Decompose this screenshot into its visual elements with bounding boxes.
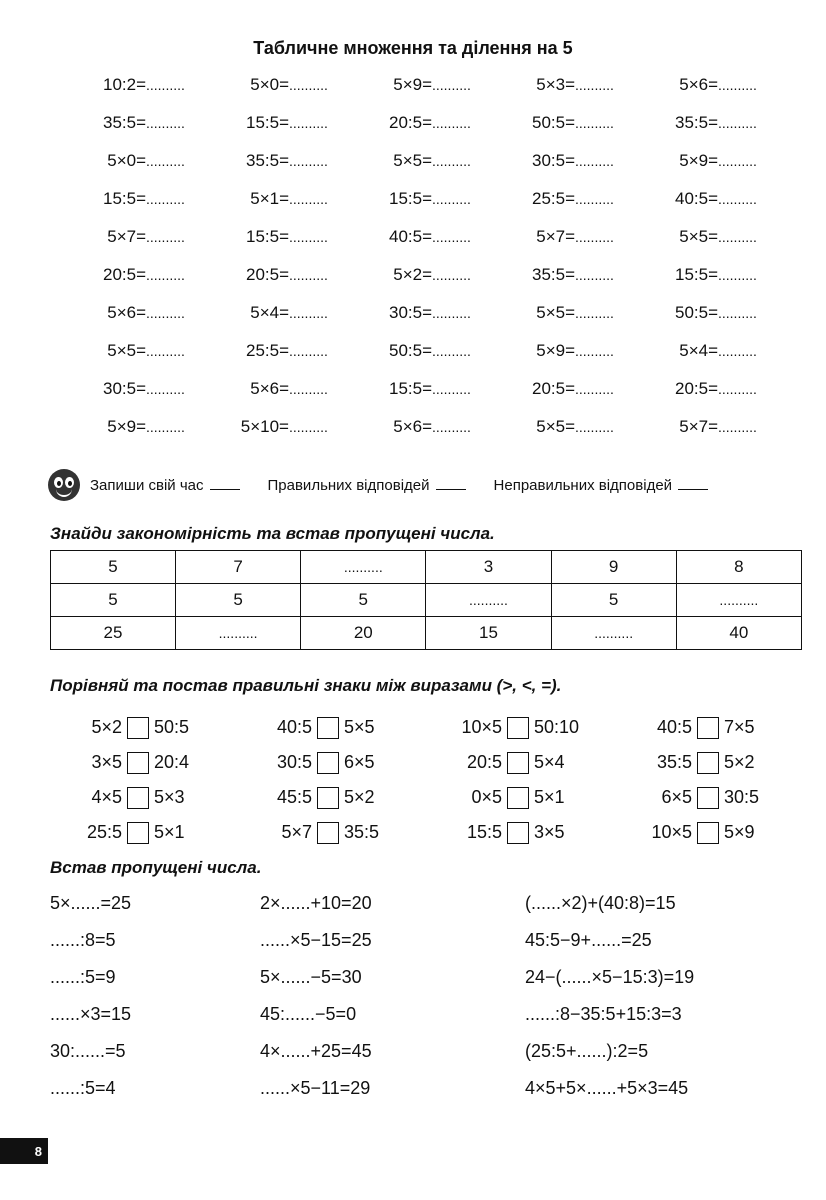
answer-blank[interactable]: ..........: [575, 229, 614, 245]
pattern-cell: 15: [426, 617, 551, 650]
answer-blank[interactable]: ..........: [432, 343, 471, 359]
compare-left: 45:5: [276, 787, 312, 807]
sign-box[interactable]: [127, 717, 149, 739]
compare-item: [620, 710, 810, 745]
answer-blank[interactable]: ..........: [575, 153, 614, 169]
drill-expression: 5×9=: [393, 75, 432, 94]
sign-box[interactable]: [127, 822, 149, 844]
drill-expression: 15:5=: [245, 227, 289, 246]
compare-left: 10×5: [461, 717, 502, 737]
compare-left: 10×5: [651, 822, 692, 842]
answer-blank[interactable]: ..........: [289, 267, 328, 283]
compare-right: 5×3: [154, 787, 185, 807]
compare-item: [430, 710, 620, 745]
page-title: Табличне множення та ділення на 5: [253, 38, 573, 58]
timer-row: [48, 468, 808, 502]
drill-expression: 40:5=: [674, 189, 718, 208]
answer-blank[interactable]: ..........: [575, 419, 614, 435]
fill-item[interactable]: (25:5+......):2=5: [525, 1041, 649, 1061]
drill-expression: 10:2=: [102, 75, 146, 94]
wrong-field[interactable]: [494, 477, 709, 494]
answer-blank[interactable]: ..........: [432, 115, 471, 131]
drill-expression: 30:5=: [531, 151, 575, 170]
answer-blank[interactable]: ..........: [289, 343, 328, 359]
pattern-table: [50, 550, 802, 650]
compare-item: [50, 780, 240, 815]
compare-right: 5×2: [344, 787, 375, 807]
answer-blank[interactable]: ..........: [146, 267, 185, 283]
drill-expression: 5×5=: [536, 303, 575, 322]
fill-heading: Встав пропущені числа.: [50, 858, 262, 877]
drill-expression: 5×9=: [679, 151, 718, 170]
wrong-label: Неправильних відповідей: [493, 476, 673, 494]
drill-item[interactable]: [88, 108, 231, 146]
sign-box[interactable]: [697, 822, 719, 844]
compare-right: 5×1: [534, 787, 565, 807]
compare-item: [50, 815, 240, 850]
compare-left: 6×5: [661, 787, 692, 807]
answer-blank[interactable]: ..........: [718, 115, 757, 131]
fill-item[interactable]: 45:5−9+......=25: [525, 930, 652, 950]
answer-blank[interactable]: ..........: [432, 419, 471, 435]
compare-left: 5×7: [281, 822, 312, 842]
compare-item: [620, 745, 810, 780]
compare-item: [620, 780, 810, 815]
drill-expression: 20:5=: [531, 379, 575, 398]
pattern-cell: 5: [301, 584, 426, 617]
drill-expression: 35:5=: [245, 151, 289, 170]
drill-item[interactable]: [517, 412, 660, 450]
drill-expression: 5×2=: [393, 265, 432, 284]
pattern-cell[interactable]: ..........: [426, 584, 551, 617]
fill-item[interactable]: 4×5+5×......+5×3=45: [525, 1078, 689, 1098]
drill-expression: 5×7=: [679, 417, 718, 436]
drill-expression: 15:5=: [674, 265, 718, 284]
fill-item[interactable]: 5×......−5=30: [260, 967, 362, 987]
fill-grid: [50, 888, 810, 1110]
drill-expression: 5×1=: [250, 189, 289, 208]
drill-item[interactable]: [517, 108, 660, 146]
sign-box[interactable]: [507, 752, 529, 774]
drill-item[interactable]: [374, 146, 517, 184]
compare-item: [430, 815, 620, 850]
drill-item[interactable]: [517, 70, 660, 108]
drill-item[interactable]: [374, 336, 517, 374]
drill-expression: 15:5=: [388, 379, 432, 398]
compare-right: 5×1: [154, 822, 185, 842]
answer-blank[interactable]: ..........: [289, 191, 328, 207]
compare-heading: Порівняй та постав правильні знаки між виразами (>, <, =).: [50, 676, 562, 695]
sign-box[interactable]: [317, 717, 339, 739]
pattern-cell: 40: [676, 617, 801, 650]
pattern-row: [51, 584, 802, 617]
drill-item[interactable]: [231, 70, 374, 108]
drill-item[interactable]: [231, 146, 374, 184]
fill-item[interactable]: 2×......+10=20: [260, 893, 372, 913]
pattern-cell: 5: [176, 584, 301, 617]
compare-item: [240, 710, 430, 745]
drill-expression: 20:5=: [102, 265, 146, 284]
compare-right: 5×2: [724, 752, 755, 772]
drill-expression: 25:5=: [531, 189, 575, 208]
drill-expression: 5×6=: [250, 379, 289, 398]
answer-blank[interactable]: ..........: [146, 343, 185, 359]
drill-expression: 15:5=: [245, 113, 289, 132]
drill-item[interactable]: [374, 260, 517, 298]
correct-field[interactable]: [268, 477, 466, 494]
compare-item: [430, 745, 620, 780]
answer-blank[interactable]: ..........: [718, 229, 757, 245]
drill-expression: 5×6=: [393, 417, 432, 436]
pattern-cell: 3: [426, 551, 551, 584]
compare-left: 35:5: [656, 752, 692, 772]
drill-item[interactable]: [660, 412, 803, 450]
sign-box[interactable]: [127, 752, 149, 774]
sign-box[interactable]: [317, 822, 339, 844]
drill-item[interactable]: [231, 374, 374, 412]
page-number: 8: [0, 1138, 48, 1164]
drill-item[interactable]: [88, 260, 231, 298]
answer-blank[interactable]: ..........: [146, 77, 185, 93]
answer-blank[interactable]: ..........: [289, 153, 328, 169]
drill-item[interactable]: [660, 260, 803, 298]
fill-item[interactable]: ......:5=9: [50, 967, 116, 987]
fill-item[interactable]: 30:......=5: [50, 1041, 126, 1061]
drill-expression: 30:5=: [388, 303, 432, 322]
drill-item[interactable]: [88, 146, 231, 184]
drill-item[interactable]: [374, 374, 517, 412]
drill-item[interactable]: [374, 70, 517, 108]
compare-right: 3×5: [534, 822, 565, 842]
compare-item: [50, 745, 240, 780]
pattern-cell: 20: [301, 617, 426, 650]
pattern-cell[interactable]: ..........: [176, 617, 301, 650]
compare-right: 50:10: [534, 717, 580, 737]
compare-right: 35:5: [344, 822, 380, 842]
drill-expression: 20:5=: [674, 379, 718, 398]
drill-expression: 5×6=: [679, 75, 718, 94]
answer-blank[interactable]: ..........: [146, 191, 185, 207]
drill-expression: 5×7=: [107, 227, 146, 246]
fill-item[interactable]: 5×......=25: [50, 893, 132, 913]
drill-expression: 15:5=: [388, 189, 432, 208]
sign-box[interactable]: [317, 752, 339, 774]
answer-blank[interactable]: ..........: [289, 419, 328, 435]
drill-item[interactable]: [231, 336, 374, 374]
answer-blank[interactable]: ..........: [718, 381, 757, 397]
pattern-row: [51, 617, 802, 650]
drill-item[interactable]: [517, 260, 660, 298]
sign-box[interactable]: [507, 787, 529, 809]
smiley-face-icon: [48, 469, 80, 501]
time-label: Запиши свій час: [90, 476, 204, 494]
compare-item: [50, 710, 240, 745]
compare-right: 20:4: [154, 752, 190, 772]
sign-box[interactable]: [697, 717, 719, 739]
compare-left: 5×2: [91, 717, 122, 737]
drill-item[interactable]: [88, 336, 231, 374]
compare-left: 25:5: [86, 822, 122, 842]
answer-blank[interactable]: ..........: [146, 381, 185, 397]
sign-box[interactable]: [697, 752, 719, 774]
drill-expression: 5×10=: [240, 417, 289, 436]
fill-item[interactable]: 45:......−5=0: [260, 1004, 357, 1024]
drill-item[interactable]: [231, 184, 374, 222]
drill-item[interactable]: [231, 260, 374, 298]
drill-expression: 5×6=: [107, 303, 146, 322]
drill-expression: 5×9=: [536, 341, 575, 360]
drill-expression: 15:5=: [102, 189, 146, 208]
fill-item[interactable]: 4×......+25=45: [260, 1041, 372, 1061]
answer-blank[interactable]: ..........: [289, 229, 328, 245]
pattern-cell: 5: [51, 551, 176, 584]
drill-item[interactable]: [517, 184, 660, 222]
drill-expression: 5×4=: [250, 303, 289, 322]
pattern-heading: Знайди закономірність та встав пропущені числа.: [50, 524, 495, 543]
drill-grid: [88, 70, 804, 450]
answer-blank[interactable]: ..........: [146, 419, 185, 435]
pattern-cell: 8: [676, 551, 801, 584]
drill-item[interactable]: [517, 146, 660, 184]
drill-expression: 35:5=: [531, 265, 575, 284]
drill-expression: 5×4=: [679, 341, 718, 360]
answer-blank[interactable]: ..........: [575, 305, 614, 321]
pattern-cell: 5: [551, 584, 676, 617]
compare-item: [430, 780, 620, 815]
fill-item[interactable]: ......×5−15=25: [260, 930, 372, 950]
drill-expression: 40:5=: [388, 227, 432, 246]
pattern-cell[interactable]: ..........: [301, 551, 426, 584]
drill-item[interactable]: [88, 374, 231, 412]
drill-item[interactable]: [660, 108, 803, 146]
drill-item[interactable]: [374, 222, 517, 260]
drill-item[interactable]: [660, 298, 803, 336]
drill-item[interactable]: [517, 222, 660, 260]
drill-expression: 50:5=: [388, 341, 432, 360]
sign-box[interactable]: [507, 717, 529, 739]
answer-blank[interactable]: ..........: [575, 77, 614, 93]
drill-item[interactable]: [88, 184, 231, 222]
drill-expression: 5×0=: [107, 151, 146, 170]
pattern-row: [51, 551, 802, 584]
compare-left: 3×5: [91, 752, 122, 772]
compare-item: [240, 815, 430, 850]
drill-expression: 5×5=: [393, 151, 432, 170]
drill-expression: 20:5=: [388, 113, 432, 132]
drill-item[interactable]: [231, 222, 374, 260]
fill-item[interactable]: ......:8−35:5+15:3=3: [525, 1004, 682, 1024]
compare-grid: [50, 710, 810, 850]
answer-blank[interactable]: ..........: [718, 305, 757, 321]
answer-blank[interactable]: ..........: [432, 229, 471, 245]
answer-blank[interactable]: ..........: [718, 77, 757, 93]
pattern-cell: 5: [51, 584, 176, 617]
answer-blank[interactable]: ..........: [432, 191, 471, 207]
answer-blank[interactable]: ..........: [432, 381, 471, 397]
drill-item[interactable]: [660, 146, 803, 184]
compare-right: 5×5: [344, 717, 375, 737]
answer-blank[interactable]: ..........: [289, 77, 328, 93]
answer-blank[interactable]: ..........: [575, 115, 614, 131]
drill-item[interactable]: [517, 298, 660, 336]
compare-left: 40:5: [656, 717, 692, 737]
compare-left: 20:5: [466, 752, 502, 772]
answer-blank[interactable]: ..........: [718, 267, 757, 283]
fill-item[interactable]: ......:5=4: [50, 1078, 116, 1098]
drill-expression: 50:5=: [674, 303, 718, 322]
drill-item[interactable]: [88, 412, 231, 450]
fill-item[interactable]: ......:8=5: [50, 930, 116, 950]
answer-blank[interactable]: ..........: [432, 153, 471, 169]
drill-item[interactable]: [88, 222, 231, 260]
drill-item[interactable]: [660, 222, 803, 260]
pattern-cell: 25: [51, 617, 176, 650]
compare-left: 30:5: [276, 752, 312, 772]
drill-item[interactable]: [517, 374, 660, 412]
answer-blank[interactable]: ..........: [718, 343, 757, 359]
answer-blank[interactable]: ..........: [575, 191, 614, 207]
answer-blank[interactable]: ..........: [146, 153, 185, 169]
answer-blank[interactable]: ..........: [146, 115, 185, 131]
drill-expression: 5×9=: [107, 417, 146, 436]
pattern-cell: 9: [551, 551, 676, 584]
compare-item: [620, 815, 810, 850]
answer-blank[interactable]: ..........: [432, 77, 471, 93]
compare-right: 6×5: [344, 752, 375, 772]
compare-item: [240, 745, 430, 780]
pattern-cell: 7: [176, 551, 301, 584]
drill-expression: 5×5=: [679, 227, 718, 246]
drill-item[interactable]: [374, 298, 517, 336]
drill-expression: 50:5=: [531, 113, 575, 132]
pattern-cell[interactable]: ..........: [676, 584, 801, 617]
answer-blank[interactable]: ..........: [718, 153, 757, 169]
answer-blank[interactable]: ..........: [575, 343, 614, 359]
compare-right: 50:5: [154, 717, 190, 737]
drill-item[interactable]: [660, 70, 803, 108]
sign-box[interactable]: [697, 787, 719, 809]
answer-blank[interactable]: ..........: [289, 305, 328, 321]
fill-item[interactable]: ......×5−11=29: [260, 1078, 371, 1098]
drill-item[interactable]: [231, 298, 374, 336]
answer-blank[interactable]: ..........: [289, 115, 328, 131]
compare-item: [240, 780, 430, 815]
fill-item[interactable]: ......×3=15: [50, 1004, 132, 1024]
answer-blank[interactable]: ..........: [718, 419, 757, 435]
drill-item[interactable]: [517, 336, 660, 374]
answer-blank[interactable]: ..........: [575, 267, 614, 283]
drill-expression: 5×0=: [250, 75, 289, 94]
drill-expression: 35:5=: [102, 113, 146, 132]
sign-box[interactable]: [127, 787, 149, 809]
compare-right: 5×4: [534, 752, 565, 772]
drill-item[interactable]: [88, 298, 231, 336]
drill-expression: 25:5=: [245, 341, 289, 360]
pattern-cell[interactable]: ..........: [551, 617, 676, 650]
answer-blank[interactable]: ..........: [146, 229, 185, 245]
drill-item[interactable]: [88, 70, 231, 108]
drill-expression: 5×5=: [536, 417, 575, 436]
compare-left: 4×5: [91, 787, 122, 807]
drill-expression: 20:5=: [245, 265, 289, 284]
sign-box[interactable]: [507, 822, 529, 844]
answer-blank[interactable]: ..........: [575, 381, 614, 397]
answer-blank[interactable]: ..........: [432, 305, 471, 321]
compare-left: 15:5: [466, 822, 502, 842]
fill-item[interactable]: (......×2)+(40:8)=15: [525, 893, 676, 913]
answer-blank[interactable]: ..........: [718, 191, 757, 207]
time-field[interactable]: [90, 477, 240, 494]
drill-expression: 35:5=: [674, 113, 718, 132]
drill-expression: 5×5=: [107, 341, 146, 360]
drill-item[interactable]: [231, 108, 374, 146]
drill-item[interactable]: [660, 184, 803, 222]
drill-item[interactable]: [660, 336, 803, 374]
correct-label: Правильних відповідей: [267, 476, 430, 494]
drill-item[interactable]: [660, 374, 803, 412]
drill-expression: 5×3=: [536, 75, 575, 94]
fill-item[interactable]: 24−(......×5−15:3)=19: [525, 967, 695, 987]
answer-blank[interactable]: ..........: [432, 267, 471, 283]
drill-item[interactable]: [374, 184, 517, 222]
answer-blank[interactable]: ..........: [146, 305, 185, 321]
drill-expression: 30:5=: [102, 379, 146, 398]
answer-blank[interactable]: ..........: [289, 381, 328, 397]
drill-item[interactable]: [231, 412, 374, 450]
compare-right: 30:5: [724, 787, 760, 807]
compare-left: 0×5: [471, 787, 502, 807]
drill-expression: 5×7=: [536, 227, 575, 246]
sign-box[interactable]: [317, 787, 339, 809]
compare-right: 7×5: [724, 717, 755, 737]
compare-right: 5×9: [724, 822, 755, 842]
drill-item[interactable]: [374, 412, 517, 450]
compare-left: 40:5: [276, 717, 312, 737]
drill-item[interactable]: [374, 108, 517, 146]
